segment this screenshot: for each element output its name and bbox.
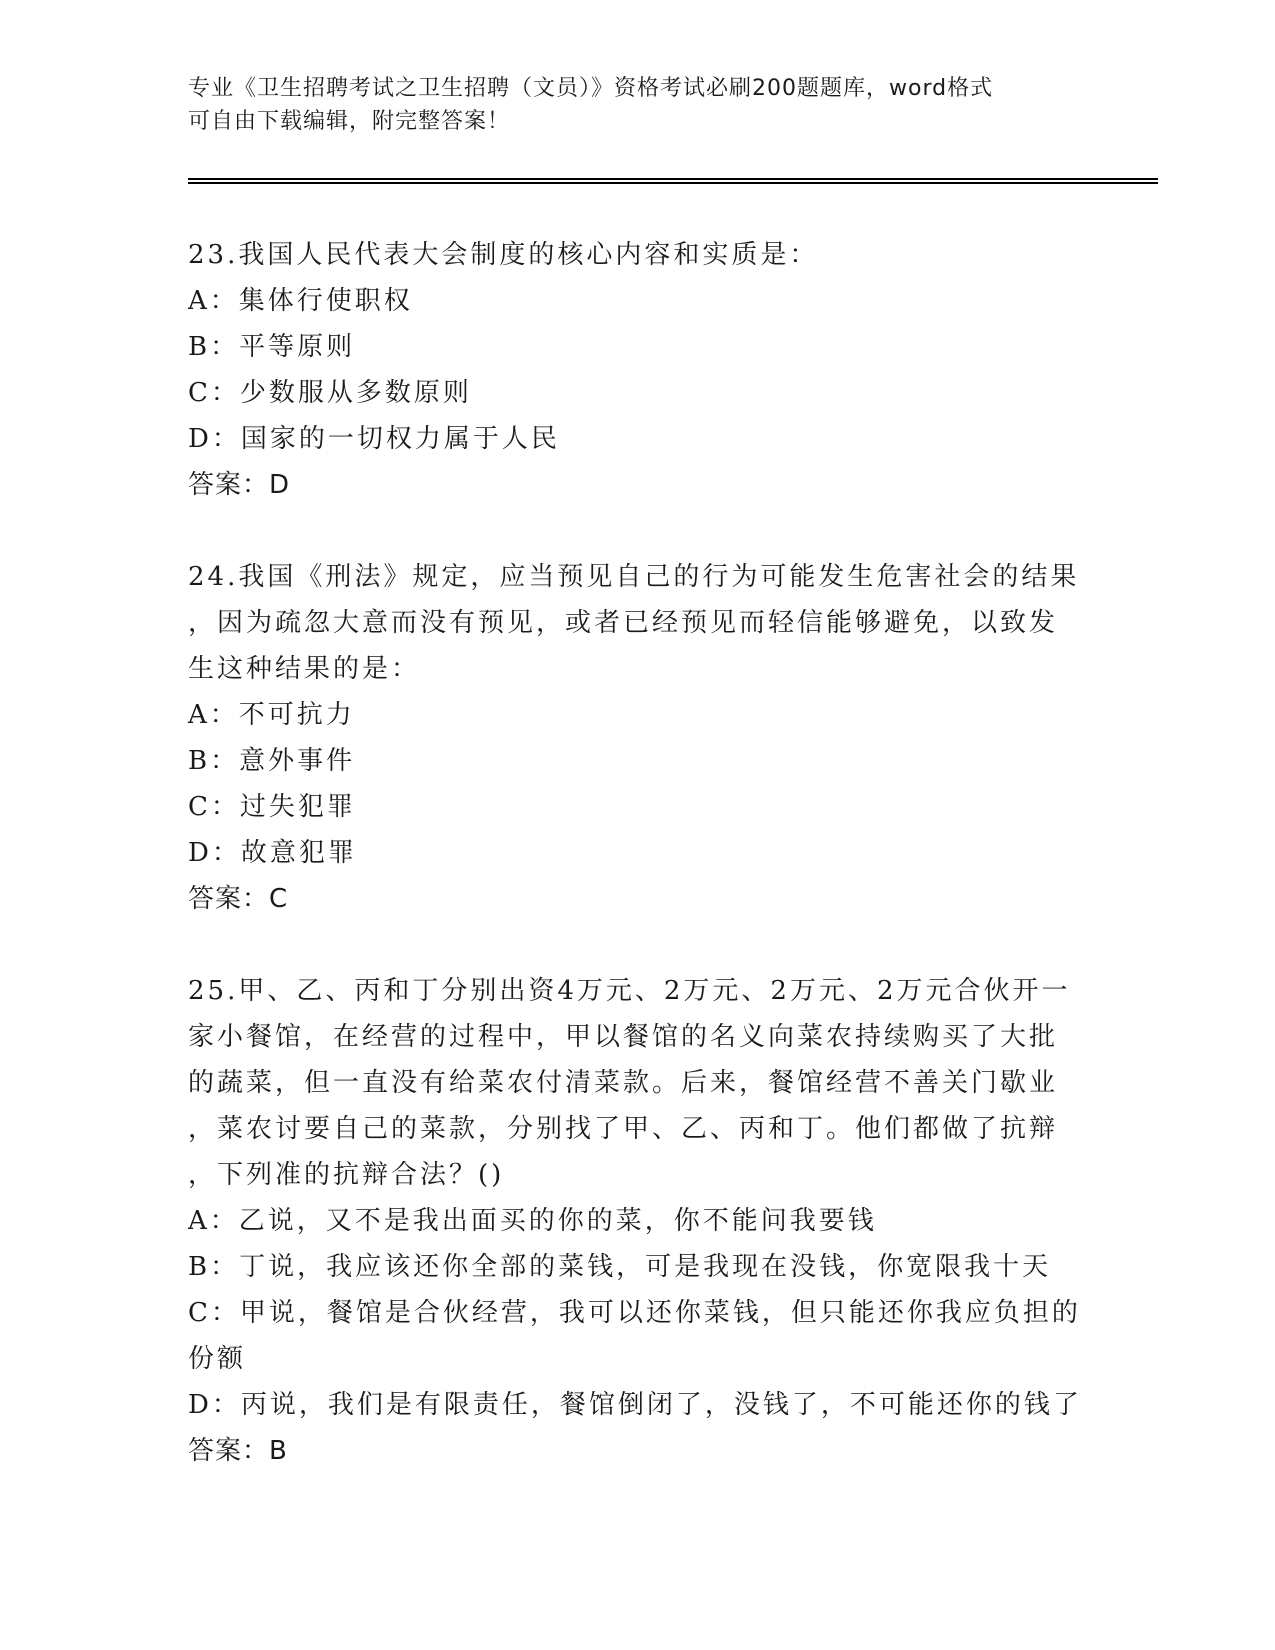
question-23 [188,232,1088,508]
answer-line: 答案：C [188,884,289,914]
question-stem: ，菜农讨要自己的菜款，分别找了甲、乙、丙和丁。他们都做了抗辩 [188,1114,1059,1144]
header-divider-top [188,178,1158,180]
option-d: D：故意犯罪 [188,838,357,868]
question-stem: 家小餐馆，在经营的过程中，甲以餐馆的名义向菜农持续购买了大批 [188,1022,1059,1052]
option-a: A：不可抗力 [188,700,355,730]
option-a: A：乙说，又不是我出面买的你的菜，你不能问我要钱 [188,1206,877,1236]
option-c: C：少数服从多数原则 [188,378,472,408]
question-25 [188,968,1088,1474]
answer-line: 答案：B [188,1436,288,1466]
question-stem: 的蔬菜，但一直没有给菜农付清菜款。后来，餐馆经营不善关门歇业 [188,1068,1059,1098]
header-divider-bottom [188,182,1158,184]
question-stem: 23.我国人民代表大会制度的核心内容和实质是： [188,240,819,270]
header-line-2: 可自由下载编辑，附完整答案！ [188,109,511,134]
option-a: A：集体行使职权 [188,286,413,316]
option-b: B：平等原则 [188,332,356,362]
question-stem: 25.甲、乙、丙和丁分别出资4万元、2万元、2万元、2万元合伙开一 [188,976,1071,1006]
option-c: C：过失犯罪 [188,792,356,822]
document-header [188,72,1068,138]
option-c: C：甲说，餐馆是合伙经营，我可以还你菜钱，但只能还你我应负担的 [188,1298,1081,1328]
question-list [188,232,1088,1520]
question-stem: ，因为疏忽大意而没有预见，或者已经预见而轻信能够避免，以致发 [188,608,1059,638]
question-stem: 生这种结果的是： [188,654,421,684]
option-b: B：意外事件 [188,746,356,776]
option-d: D：国家的一切权力属于人民 [188,424,560,454]
question-stem: 24.我国《刑法》规定，应当预见自己的行为可能发生危害社会的结果 [188,562,1080,592]
header-line-1: 专业《卫生招聘考试之卫生招聘（文员）》资格考试必刷200题题库，word格式 [188,76,994,101]
question-24 [188,554,1088,922]
option-c-continued: 份额 [188,1344,247,1374]
option-b: B：丁说，我应该还你全部的菜钱，可是我现在没钱，你宽限我十天 [188,1252,1052,1282]
question-stem: ，下列准的抗辩合法？() [188,1160,505,1190]
option-d: D：丙说，我们是有限责任，餐馆倒闭了，没钱了，不可能还你的钱了 [188,1390,1082,1420]
answer-line: 答案：D [188,470,291,500]
